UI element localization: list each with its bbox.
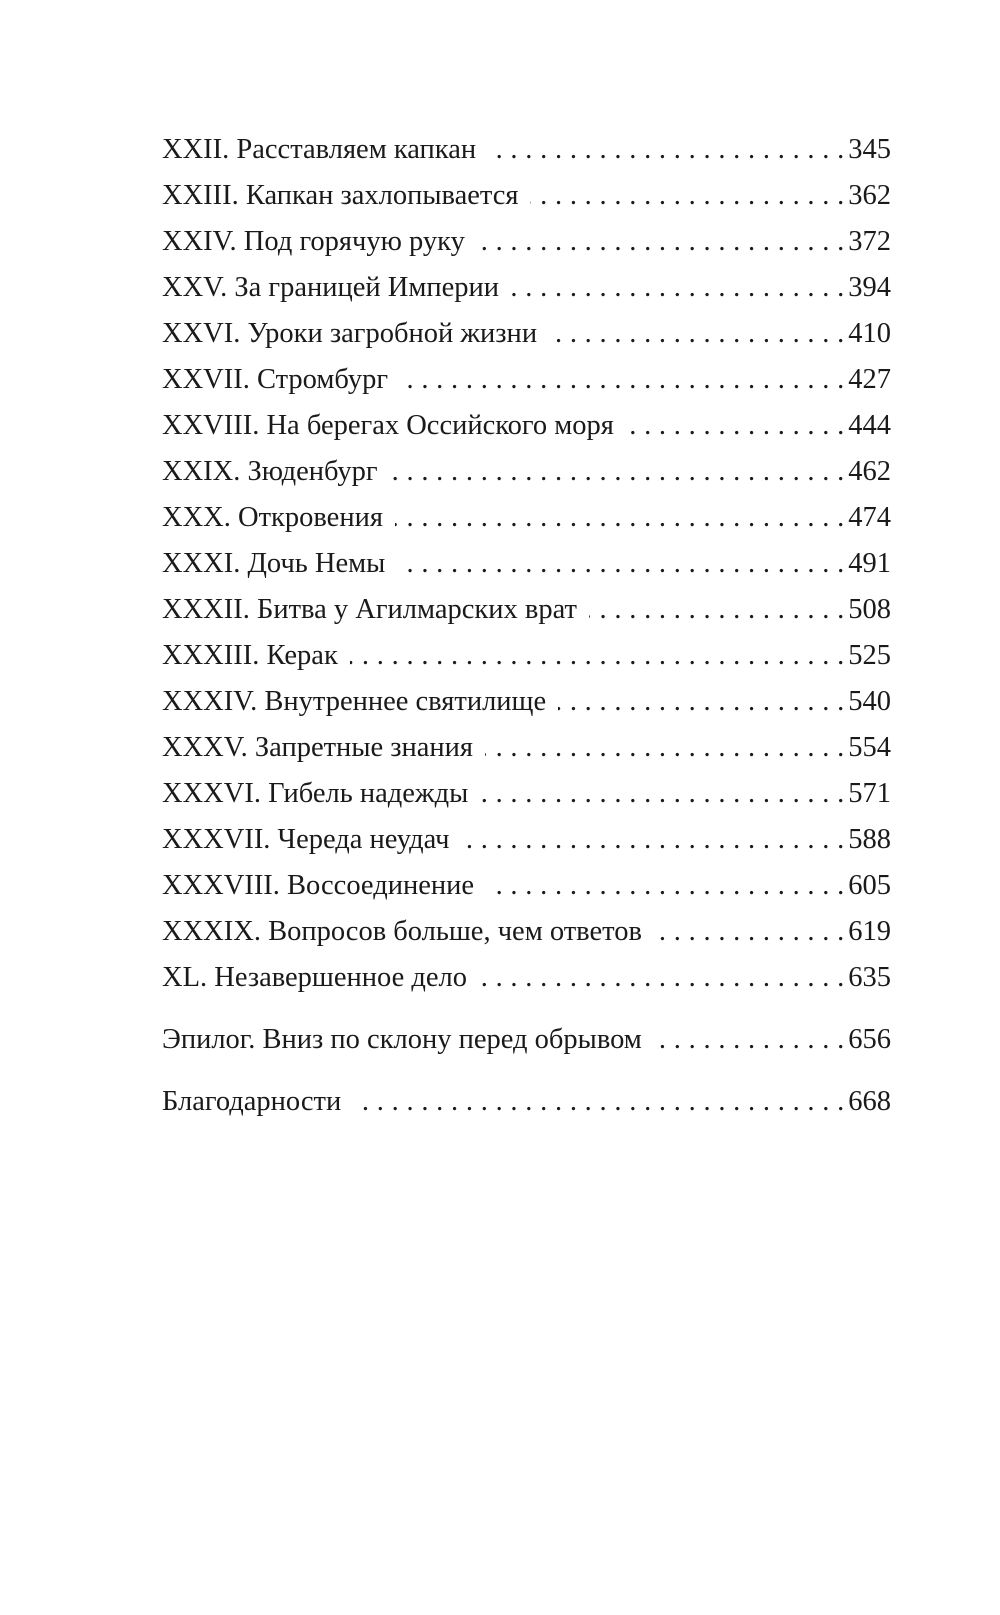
toc-entry-page: 462 <box>848 456 891 487</box>
dot-leader <box>549 311 844 357</box>
toc-entry-chapter-27 <box>162 357 891 403</box>
toc-entry-page: 554 <box>848 732 891 763</box>
dot-leader <box>395 495 844 541</box>
dot-leader <box>462 817 845 863</box>
toc-entry-chapter-28 <box>162 403 891 449</box>
dot-leader <box>390 449 845 495</box>
toc-entry-page: 372 <box>848 226 891 257</box>
toc-entry-chapter-34 <box>162 679 891 725</box>
toc-entry-chapter-22 <box>162 127 891 173</box>
toc-entry-title: XXVIII. На берегах Оссийского моря <box>162 410 614 441</box>
toc-entry-chapter-25 <box>162 265 891 311</box>
toc-entry-page: 540 <box>848 686 891 717</box>
dot-leader <box>654 1017 844 1063</box>
toc-entry-chapter-29 <box>162 449 891 495</box>
toc-entry-title: XXXIII. Керак <box>162 640 338 671</box>
dot-leader <box>350 633 844 679</box>
toc-entry-page: 410 <box>848 318 891 349</box>
toc-entry-page: 656 <box>848 1024 891 1055</box>
toc-entry-title: XXXVII. Череда неудач <box>162 824 450 855</box>
toc-entry-page: 668 <box>848 1086 891 1117</box>
toc-entry-chapter-26 <box>162 311 891 357</box>
toc-entry-title: XXXVIII. Воссоединение <box>162 870 474 901</box>
toc-entry-chapter-32 <box>162 587 891 633</box>
toc-entry-title: XL. Незавершенное дело <box>162 962 468 993</box>
toc-entry-page: 588 <box>848 824 891 855</box>
toc-entry-chapter-31 <box>162 541 891 587</box>
dot-leader <box>511 265 844 311</box>
toc-entry-chapter-35 <box>162 725 891 771</box>
toc-entry-title: XXXV. Запретные знания <box>162 732 474 763</box>
toc-entry-chapter-39 <box>162 909 891 955</box>
toc-entry-chapter-24 <box>162 219 891 265</box>
toc-entry-page: 508 <box>848 594 891 625</box>
toc-entry-chapter-37 <box>162 817 891 863</box>
toc-entry-page: 362 <box>848 180 891 211</box>
toc-entry-page: 605 <box>848 870 891 901</box>
toc-entry-chapter-33 <box>162 633 891 679</box>
dot-leader <box>353 1079 844 1125</box>
toc-entry-page: 427 <box>848 364 891 395</box>
toc-entry-epilogue <box>162 1017 891 1063</box>
toc-entry-title: XXXIX. Вопросов больше, чем ответов <box>162 916 642 947</box>
dot-leader <box>480 771 844 817</box>
toc-entry-page: 491 <box>848 548 891 579</box>
toc-entry-chapter-30 <box>162 495 891 541</box>
toc-entry-title: Эпилог. Вниз по склону перед обрывом <box>162 1024 642 1055</box>
toc-entry-chapter-23 <box>162 173 891 219</box>
toc-entry-title: XXVI. Уроки загробной жизни <box>162 318 538 349</box>
dot-leader <box>400 357 844 403</box>
toc-entry-title: XXXVI. Гибель надежды <box>162 778 469 809</box>
toc-entry-acknowledgements <box>162 1079 891 1125</box>
toc-entry-page: 474 <box>848 502 891 533</box>
table-of-contents <box>162 127 891 1125</box>
toc-entry-title: XXIX. Зюденбург <box>162 456 378 487</box>
toc-entry-chapter-38 <box>162 863 891 909</box>
dot-leader <box>485 725 844 771</box>
toc-entry-page: 345 <box>848 134 891 165</box>
toc-entry-title: XXII. Расставляем капкан <box>162 134 477 165</box>
toc-entry-title: XXXI. Дочь Немы <box>162 548 386 579</box>
toc-entry-title: XXVII. Стромбург <box>162 364 389 395</box>
dot-leader <box>626 403 844 449</box>
dot-leader <box>488 127 844 173</box>
toc-entry-page: 571 <box>848 778 891 809</box>
toc-entry-title: XXIV. Под горячую руку <box>162 226 465 257</box>
toc-entry-page: 444 <box>848 410 891 441</box>
toc-entry-page: 394 <box>848 272 891 303</box>
dot-leader <box>589 587 844 633</box>
dot-leader <box>479 955 844 1001</box>
toc-entry-chapter-36 <box>162 771 891 817</box>
dot-leader <box>530 173 844 219</box>
toc-entry-title: XXX. Откровения <box>162 502 383 533</box>
dot-leader <box>477 219 844 265</box>
dot-leader <box>397 541 844 587</box>
dot-leader <box>486 863 844 909</box>
toc-entry-page: 619 <box>848 916 891 947</box>
dot-leader <box>654 909 844 955</box>
toc-entry-title: Благодарности <box>162 1086 342 1117</box>
toc-entry-title: XXXIV. Внутреннее святилище <box>162 686 547 717</box>
toc-entry-chapter-40 <box>162 955 891 1001</box>
toc-entry-page: 635 <box>848 962 891 993</box>
toc-entry-title: XXV. За границей Империи <box>162 272 500 303</box>
toc-entry-page: 525 <box>848 640 891 671</box>
toc-entry-title: XXXII. Битва у Агилмарских врат <box>162 594 577 625</box>
toc-entry-title: XXIII. Капкан захлопывается <box>162 180 519 211</box>
dot-leader <box>558 679 844 725</box>
